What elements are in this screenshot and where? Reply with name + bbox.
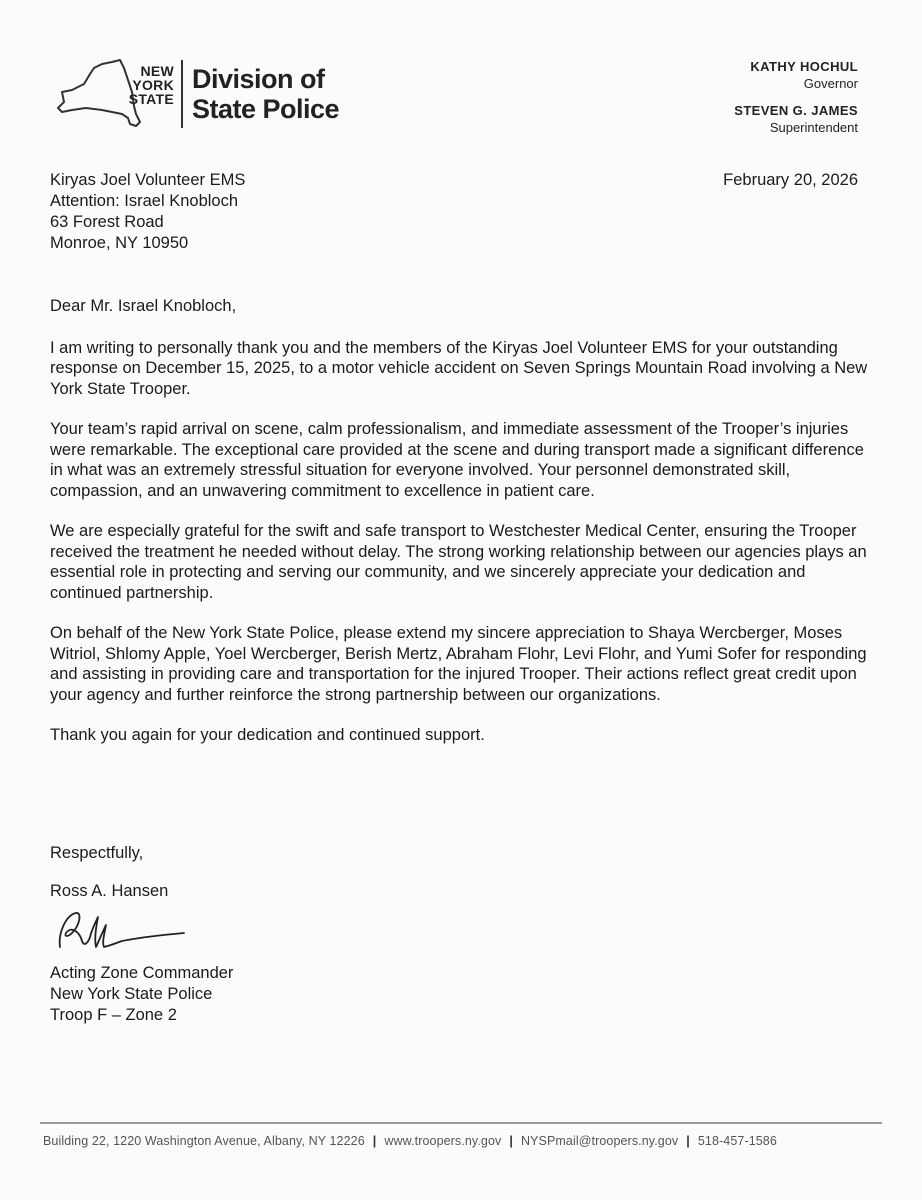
superintendent-title: Superintendent (769, 120, 858, 135)
signer-title-line1: Acting Zone Commander (50, 964, 234, 982)
signer-title-line2: New York State Police (50, 985, 213, 1003)
footer-separator: | (372, 1134, 377, 1148)
paragraph-2: Your team’s rapid arrival on scene, calm professionalism, and immediate assessment of the Trooper’s injuries were remarkable. The exceptional care provided at the scene and during transport made a significant difference in what was an extremely stressful situation for everyone involved. Your personnel demonstrated skill, compassion, and an unwavering commitment to excellence in patient care. (50, 420, 864, 500)
paragraph-4: On behalf of the New York State Police, please extend my sincere appreciation to Shaya Wercberger, Moses Witriol, Shlomy Apple, Yoel Wercberger, Berish Mertz, Abraham Flohr, Levi Flohr, and Yumi Sofer for responding and assisting in providing care and transportation for the injured Trooper. Their actions reflect great credit upon your agency and further reinforce the strong partnership between our organizations. (50, 624, 867, 704)
footer-email[interactable]: NYSPmail@troopers.ny.gov (520, 1134, 679, 1148)
division-title (192, 64, 339, 124)
new-york-state-wordmark (116, 64, 174, 106)
signer-title-block (50, 963, 233, 1026)
letter-date: February 20, 2026 (723, 171, 858, 189)
logo-divider (181, 60, 183, 128)
footer-divider (40, 1122, 882, 1124)
letter-body (50, 296, 870, 766)
governor-title: Governor (803, 76, 858, 91)
wordmark-line-new: NEW (140, 63, 174, 79)
signer-name: Ross A. Hansen (50, 882, 169, 900)
nysp-logo (50, 54, 350, 134)
footer-separator: | (509, 1134, 513, 1148)
paragraph-1: I am writing to personally thank you and the members of the Kiryas Joel Volunteer EMS for your outstanding response on December 15, 2025, to a motor vehicle accident on Seven Springs Mountain Road involving a New York State Trooper. (50, 338, 868, 398)
division-title-line2: State Police (192, 94, 340, 124)
footer-website[interactable]: www.troopers.ny.gov (384, 1134, 502, 1148)
signer-title-line3: Troop F – Zone 2 (50, 1006, 177, 1024)
salutation: Dear Mr. Israel Knobloch, (50, 297, 237, 315)
recipient-line2: Attention: Israel Knobloch (50, 192, 239, 210)
recipient-line1: Kiryas Joel Volunteer EMS (50, 171, 246, 189)
wordmark-line-york: YORK (132, 77, 174, 93)
closing: Respectfully, (50, 844, 144, 862)
recipient-line4: Monroe, NY 10950 (50, 234, 189, 252)
footer-separator: | (686, 1134, 690, 1148)
footer-phone: 518-457-1586 (697, 1134, 777, 1148)
superintendent-name: STEVEN G. JAMES (734, 103, 858, 118)
handwritten-signature (52, 903, 192, 959)
division-title-line1: Division of (192, 64, 325, 94)
wordmark-line-state: STATE (128, 91, 174, 107)
paragraph-3: We are especially grateful for the swift and safe transport to Westchester Medical Center, ensuring the Trooper received the treatment he needed without delay. The strong working relationship between our agencies plays an essential role in protecting and serving our community, and we sincerely appreciate your dedication and continued partnership. (50, 522, 867, 602)
governor-name: KATHY HOCHUL (750, 59, 858, 74)
footer (43, 1134, 777, 1148)
recipient-address (50, 170, 245, 254)
officials-block (734, 58, 858, 136)
footer-address: Building 22, 1220 Washington Avenue, Albany, NY 12226 (43, 1134, 365, 1148)
paragraph-5: Thank you again for your dedication and continued support. (50, 726, 485, 744)
recipient-line3: 63 Forest Road (50, 213, 164, 231)
